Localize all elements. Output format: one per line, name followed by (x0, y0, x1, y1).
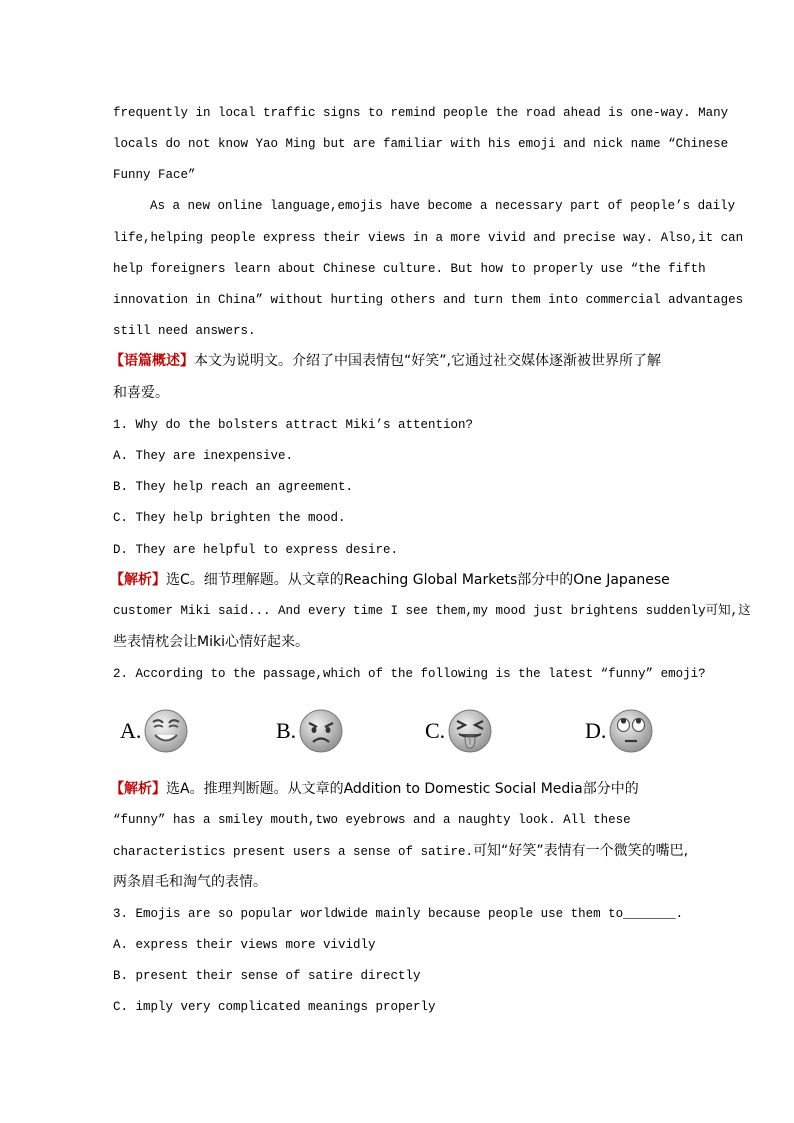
option-label: A. (120, 718, 142, 743)
answer-option: A. express their views more vividly (113, 938, 376, 952)
eye-roll-emoji-icon (608, 708, 654, 754)
question-stem: 2. According to the passage,which of the following is the latest “funny” emoji? (113, 667, 706, 681)
analysis-text: 选C。细节理解题。从文章的Reaching Global Markets部分中的One Japanese (166, 572, 670, 588)
analysis-text-cn: 可知“好笑”表情有一个微笑的嘴巴, (473, 843, 689, 859)
answer-option: A. They are inexpensive. (113, 449, 294, 463)
answer-option: B. They help reach an agreement. (113, 480, 354, 494)
option-label: D. (585, 718, 607, 743)
passage-line: innovation in China” without hurting others and turn them into commercial advantages (113, 293, 744, 307)
option-label: C. (425, 718, 446, 743)
question-stem: 1. Why do the bolsters attract Miki’s attention? (113, 418, 474, 432)
passage-line: help foreigners learn about Chinese culture. But how to properly use “the fifth (113, 262, 706, 276)
analysis-line: “funny” has a smiley mouth,two eyebrows and a naughty look. All these (113, 813, 631, 827)
summary-tag: 【语篇概述】 (110, 353, 194, 369)
emoji-option-a (120, 705, 189, 757)
analysis-tag: 【解析】 (110, 781, 166, 797)
funny-smirk-emoji-icon (143, 708, 189, 754)
analysis-line (110, 781, 639, 798)
summary-line: 和喜爱。 (113, 385, 169, 401)
analysis-line (113, 843, 688, 860)
analysis-line: customer Miki said... And every time I see them,my mood just brightens suddenly可知,这 (113, 604, 751, 618)
answer-option: C. They help brighten the mood. (113, 511, 346, 525)
question-stem: 3. Emojis are so popular worldwide mainly because people use them to_______. (113, 907, 684, 921)
analysis-line (110, 572, 670, 589)
passage-line: life,helping people express their views in a more vivid and precise way. Also,it can (113, 231, 744, 245)
analysis-text-en: characteristics present users a sense of satire. (113, 845, 474, 859)
analysis-line: 些表情枕会让Miki心情好起来。 (113, 634, 309, 650)
answer-option: D. They are helpful to express desire. (113, 543, 399, 557)
option-label: B. (276, 718, 297, 743)
passage-line: Funny Face” (113, 168, 196, 182)
emoji-option-b (276, 705, 344, 757)
emoji-option-c (425, 705, 493, 757)
angry-face-emoji-icon (298, 708, 344, 754)
analysis-text: 选A。推理判断题。从文章的Addition to Domestic Social Media部分中的 (166, 781, 639, 797)
tongue-squint-emoji-icon (447, 708, 493, 754)
analysis-tag: 【解析】 (110, 572, 166, 588)
summary-line (110, 353, 661, 370)
passage-line: still need answers. (113, 324, 256, 338)
answer-option: B. present their sense of satire directly (113, 969, 421, 983)
passage-line: frequently in local traffic signs to remind people the road ahead is one-way. Many (113, 106, 729, 120)
passage-line: As a new online language,emojis have become a necessary part of people’s daily (150, 199, 736, 213)
summary-text: 本文为说明文。介绍了中国表情包“好笑”,它通过社交媒体逐渐被世界所了解 (194, 353, 661, 369)
analysis-line: 两条眉毛和淘气的表情。 (113, 874, 267, 890)
emoji-option-d (585, 705, 654, 757)
passage-line: locals do not know Yao Ming but are familiar with his emoji and nick name “Chinese (113, 137, 729, 151)
answer-option: C. imply very complicated meanings properly (113, 1000, 436, 1014)
